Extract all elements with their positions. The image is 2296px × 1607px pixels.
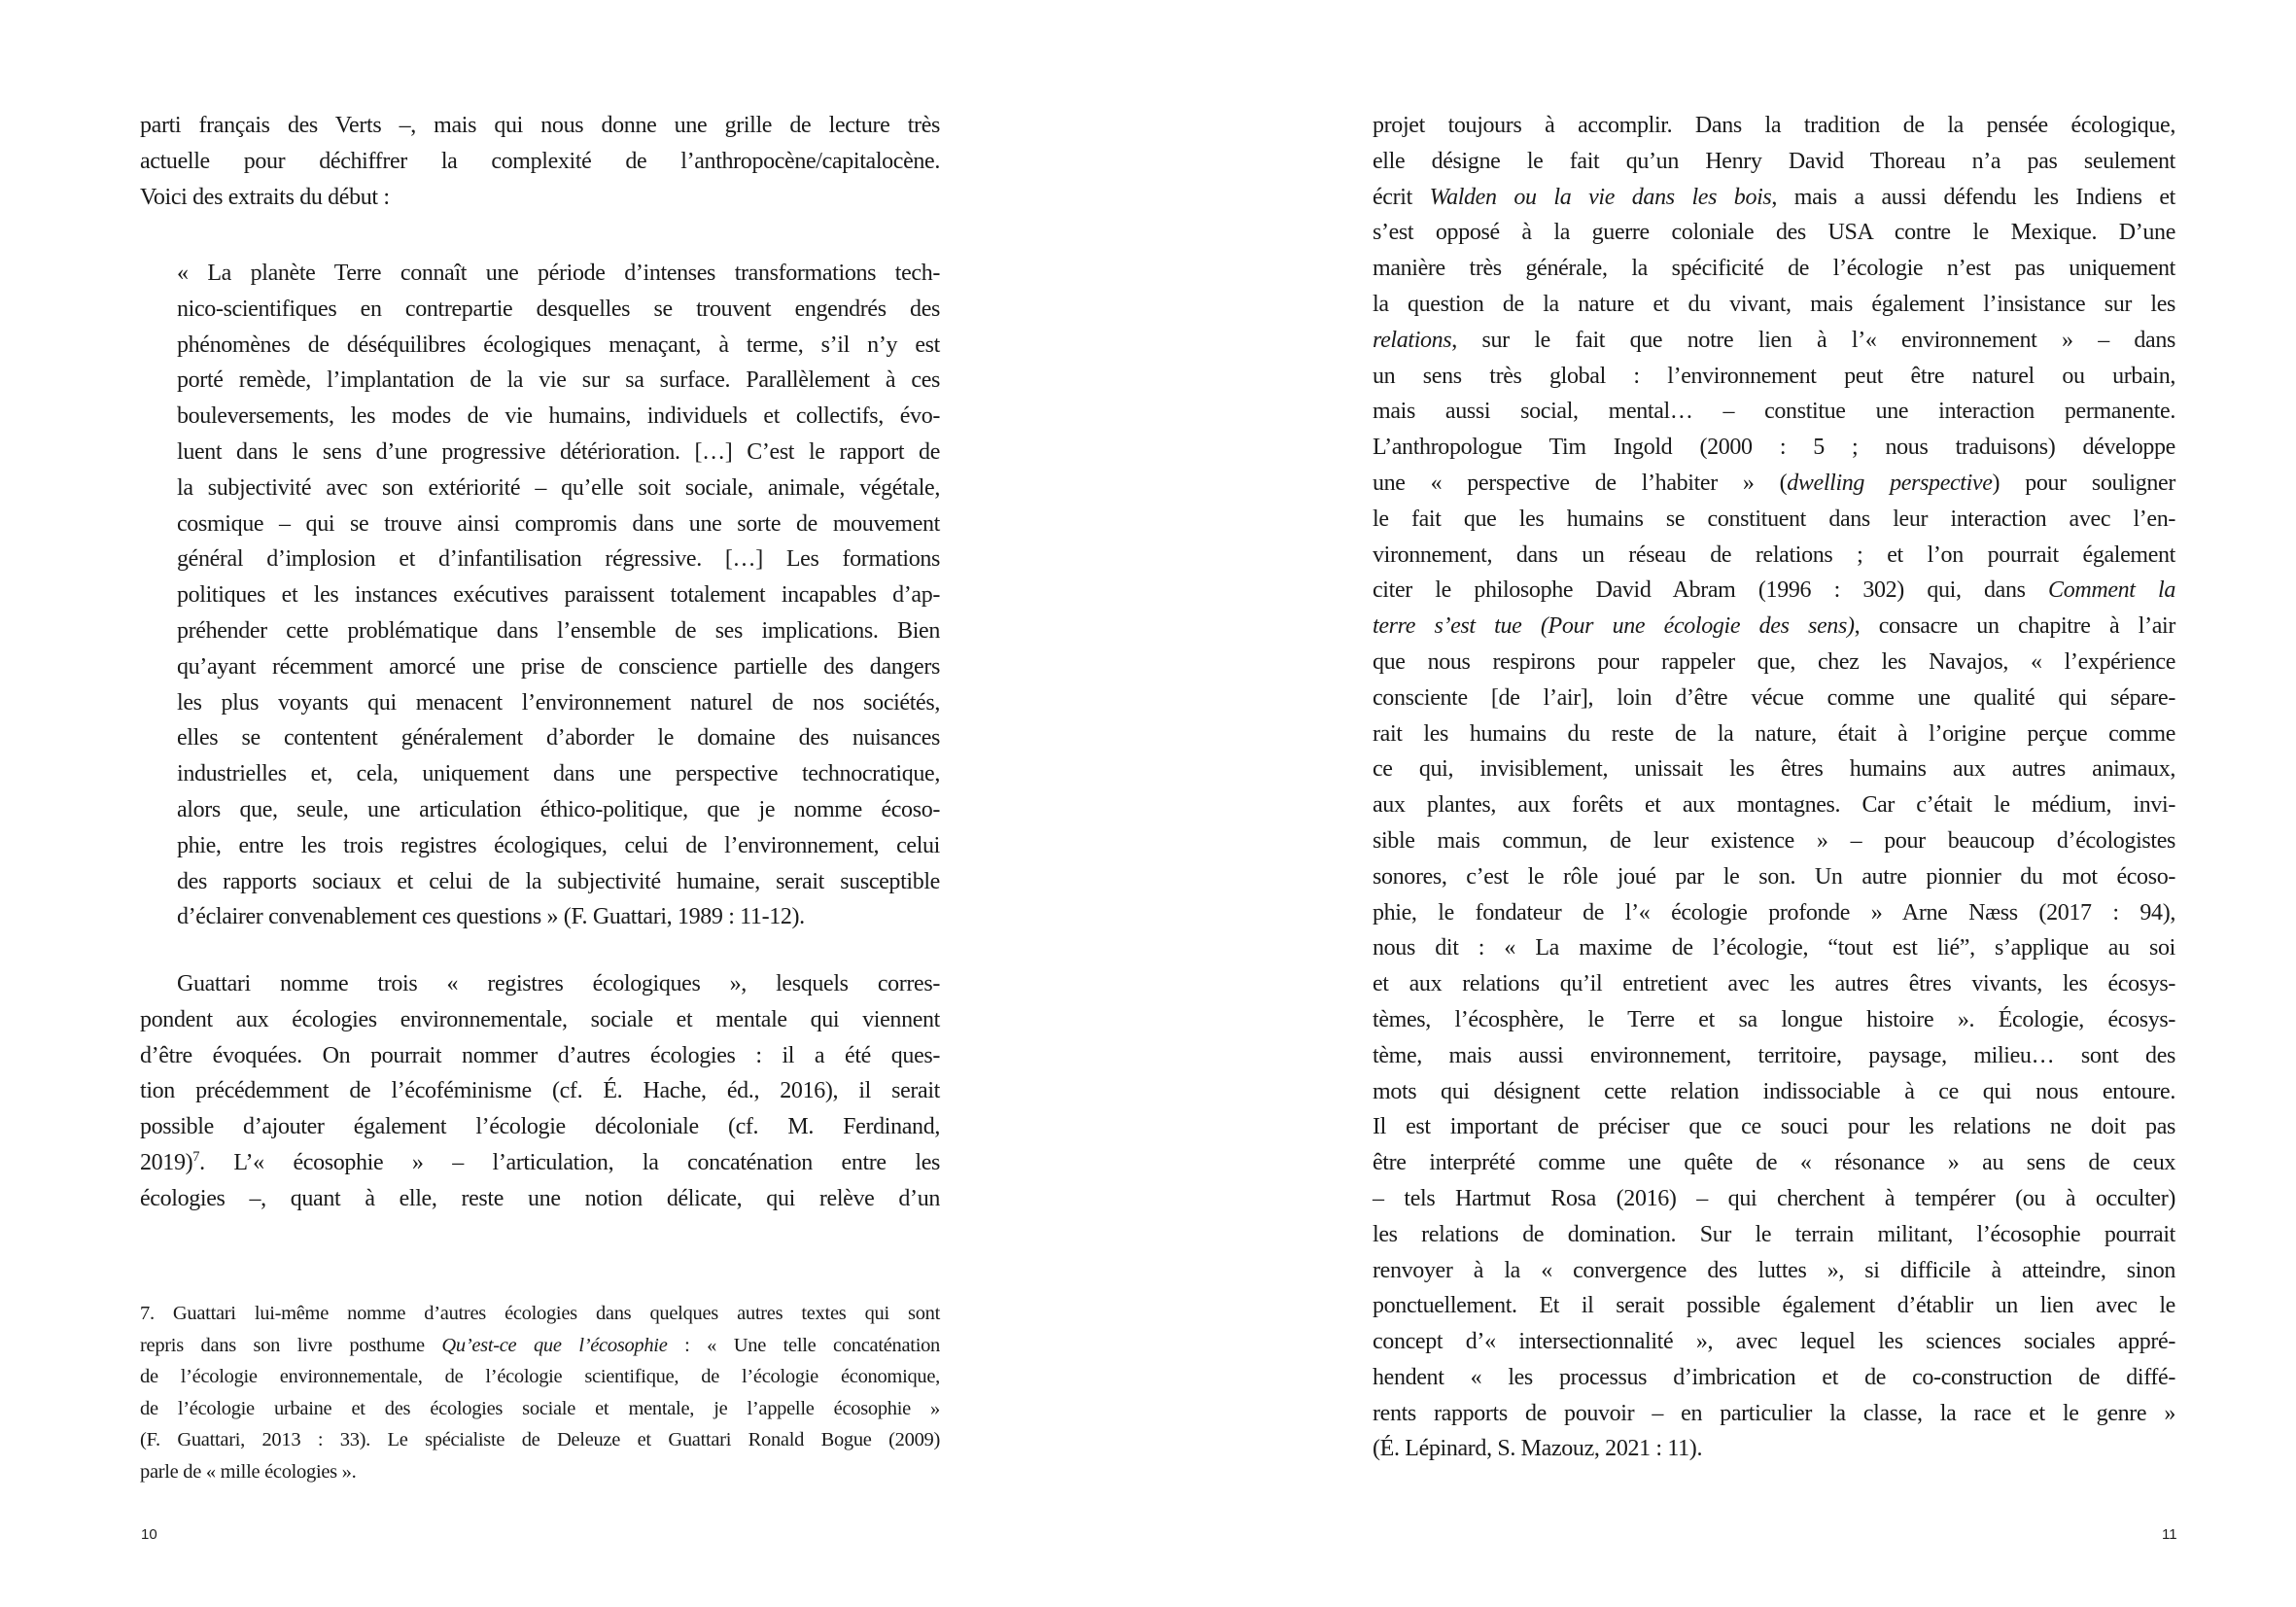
text-line bbox=[1373, 1074, 2175, 1110]
text-run: les plus voyants qui menacent l’environnement naturel de nos sociétés, bbox=[177, 689, 940, 716]
footnote-reference: 7 bbox=[192, 1148, 200, 1165]
text-run: des rapports sociaux et celui de la subjectivité humaine, serait susceptible bbox=[177, 868, 940, 894]
text-run: pondent aux écologies environnementale, sociale et mentale qui viennent bbox=[140, 1006, 940, 1032]
text-run: parle de « mille écologies ». bbox=[140, 1460, 357, 1483]
text-line bbox=[1373, 108, 2175, 144]
text-line bbox=[1373, 251, 2175, 287]
text-run: 2019) bbox=[140, 1149, 193, 1175]
text-run: renvoyer à la « convergence des luttes », si difficile à atteindre, sinon bbox=[1373, 1257, 2175, 1283]
text-line bbox=[1373, 466, 2175, 502]
text-run: , consacre un chapitre à l’air bbox=[1854, 613, 2175, 640]
text-run: alors que, seule, une articulation éthico-politique, que je nomme écoso- bbox=[177, 796, 940, 822]
text-run: Voici des extraits du début : bbox=[140, 184, 390, 210]
text-line bbox=[1373, 502, 2175, 538]
text-run: manière très générale, la spécificité de l’écologie n’est pas uniquement bbox=[1373, 256, 2175, 282]
text-line bbox=[1373, 394, 2175, 430]
text-run: , mais a aussi défendu les Indiens et bbox=[1771, 184, 2175, 210]
text-line bbox=[1373, 180, 2175, 216]
text-run: mots qui désignent cette relation indissociable à ce qui nous entoure. bbox=[1373, 1078, 2175, 1104]
text-run: porté remède, l’implantation de la vie sur sa surface. Parallèlement à ces bbox=[177, 367, 940, 394]
text-run: que nous respirons pour rappeler que, chez les Navajos, « l’expérience bbox=[1373, 648, 2175, 675]
text-line bbox=[1373, 859, 2175, 895]
text-run: tème, mais aussi environnement, territoire, paysage, milieu… sont des bbox=[1373, 1042, 2175, 1068]
text-line bbox=[140, 1038, 940, 1074]
text-line bbox=[1373, 930, 2175, 966]
text-run: et aux relations qu’il entretient avec les autres êtres vivants, les écosys- bbox=[1373, 971, 2175, 997]
text-run: de l’écologie urbaine et des écologies sociale et mentale, je l’appelle écosophie » bbox=[140, 1397, 940, 1419]
text-line bbox=[140, 1456, 940, 1488]
text-line bbox=[1373, 1288, 2175, 1324]
block-quote bbox=[177, 256, 940, 935]
text-run: sonores, c’est le rôle joué par le son. Un autre pionnier du mot écoso- bbox=[1373, 863, 2175, 890]
text-line bbox=[1373, 681, 2175, 716]
italic-text: Comment la bbox=[2048, 577, 2175, 604]
text-run: une « perspective de l’habiter » ( bbox=[1373, 470, 1788, 496]
text-line bbox=[140, 1145, 940, 1181]
text-line bbox=[1373, 1253, 2175, 1289]
text-line bbox=[177, 328, 940, 364]
text-line bbox=[140, 1002, 940, 1038]
text-line bbox=[140, 1330, 940, 1362]
text-line bbox=[177, 792, 940, 828]
italic-text: Walden ou la vie dans les bois bbox=[1429, 184, 1772, 210]
text-run: (F. Guattari, 2013 : 33). Le spécialiste de Deleuze et Guattari Ronald Bogue (2009) bbox=[140, 1429, 940, 1451]
text-run: nous dit : « La maxime de l’écologie, “tout est lié”, s’applique au soi bbox=[1373, 935, 2175, 961]
text-run: d’éclairer convenablement ces questions » (F. Guattari, 1989 : 11-12). bbox=[177, 904, 805, 930]
text-line bbox=[177, 256, 940, 292]
text-run: phénomènes de déséquilibres écologiques menaçant, à terme, s’il n’y est bbox=[177, 332, 940, 358]
right-page bbox=[1148, 0, 2296, 1607]
text-run: être interprété comme une quête de « résonance » au sens de ceux bbox=[1373, 1150, 2175, 1176]
text-run: s’est opposé à la guerre coloniale des USA contre le Mexique. D’une bbox=[1373, 220, 2175, 246]
text-run: repris dans son livre posthume bbox=[140, 1334, 442, 1356]
text-run: un sens très global : l’environnement peut être naturel ou urbain, bbox=[1373, 363, 2175, 389]
italic-text: dwelling perspective bbox=[1787, 470, 1993, 496]
text-line bbox=[1373, 787, 2175, 823]
text-run: rents rapports de pouvoir – en particulier la classe, la race et le genre » bbox=[1373, 1400, 2175, 1426]
text-line bbox=[1373, 359, 2175, 395]
text-run: le fait que les humains se constituent dans leur interaction avec l’en- bbox=[1373, 506, 2175, 532]
text-run: ponctuellement. Et il serait possible également d’établir un lien avec le bbox=[1373, 1293, 2175, 1319]
text-line bbox=[1373, 538, 2175, 574]
text-line bbox=[140, 1424, 940, 1456]
body-paragraph bbox=[140, 966, 940, 1217]
text-run: citer le philosophe David Abram (1996 : 302) qui, dans bbox=[1373, 577, 2049, 604]
page-number: 11 bbox=[2162, 1526, 2177, 1543]
text-line bbox=[1373, 1431, 2175, 1467]
text-run: politiques et les instances exécutives paraissent totalement incapables d’ap- bbox=[177, 582, 940, 609]
text-run: hendent « les processus d’imbrication et de co-construction de diffé- bbox=[1373, 1364, 2175, 1390]
text-run: (É. Lépinard, S. Mazouz, 2021 : 11). bbox=[1373, 1436, 1703, 1462]
text-line bbox=[1373, 1324, 2175, 1360]
text-run: , sur le fait que notre lien à l’« environnement » – dans bbox=[1451, 327, 2175, 353]
text-run: ) pour souligner bbox=[1992, 470, 2175, 496]
text-line bbox=[1373, 1360, 2175, 1396]
text-run: L’anthropologue Tim Ingold (2000 : 5 ; nous traduisons) développe bbox=[1373, 435, 2175, 461]
text-run: vironnement, dans un réseau de relations ; et l’on pourrait également bbox=[1373, 541, 2175, 568]
text-line bbox=[1373, 1396, 2175, 1432]
text-line bbox=[177, 577, 940, 613]
text-run: d’être évoquées. On pourrait nommer d’autres écologies : il a été ques- bbox=[140, 1042, 940, 1068]
text-line bbox=[140, 180, 940, 216]
text-line bbox=[140, 1298, 940, 1330]
footnote bbox=[140, 1298, 940, 1488]
text-run: nico-scientifiques en contrepartie desquelles se trouvent engendrés des bbox=[177, 296, 940, 322]
text-run: aux plantes, aux forêts et aux montagnes. Car c’était le médium, invi- bbox=[1373, 792, 2175, 819]
text-run: la subjectivité avec son extériorité – qu’elle soit sociale, animale, végétale, bbox=[177, 474, 940, 501]
text-run: industrielles et, cela, uniquement dans une perspective technocratique, bbox=[177, 761, 940, 787]
text-line bbox=[1373, 645, 2175, 681]
text-run: Guattari nomme trois « registres écologiques », lesquels corres- bbox=[177, 971, 940, 996]
text-run: général d’implosion et d’infantilisation régressive. […] Les formations bbox=[177, 546, 940, 573]
page-number: 10 bbox=[141, 1526, 157, 1543]
text-run: luent dans le sens d’une progressive détérioration. […] C’est le rapport de bbox=[177, 438, 940, 465]
text-line bbox=[140, 1073, 940, 1109]
text-run: projet toujours à accomplir. Dans la tradition de la pensée écologique, bbox=[1373, 113, 2175, 138]
text-run: 7. Guattari lui-même nomme d’autres écologies dans quelques autres textes qui sont bbox=[140, 1303, 940, 1324]
text-line bbox=[140, 1393, 940, 1425]
text-run: les relations de domination. Sur le terrain militant, l’écosophie pourrait bbox=[1373, 1221, 2175, 1247]
text-line bbox=[1373, 430, 2175, 466]
text-line bbox=[177, 471, 940, 507]
text-run: qu’ayant récemment amorcé une prise de conscience partielle des dangers bbox=[177, 653, 940, 680]
text-line bbox=[177, 399, 940, 435]
body-paragraph bbox=[1373, 108, 2175, 1467]
text-run: « La planète Terre connaît une période d’intenses transformations tech- bbox=[177, 261, 940, 286]
text-run: préhender cette problématique dans l’ensemble de ses implications. Bien bbox=[177, 617, 940, 644]
text-line bbox=[177, 541, 940, 577]
text-line bbox=[177, 363, 940, 399]
text-run: phie, entre les trois registres écologiques, celui de l’environnement, celui bbox=[177, 832, 940, 858]
text-run: cosmique – qui se trouve ainsi compromis dans une sorte de mouvement bbox=[177, 510, 940, 537]
text-line bbox=[1373, 573, 2175, 609]
text-line bbox=[1373, 323, 2175, 359]
text-line bbox=[1373, 215, 2175, 251]
text-line bbox=[177, 720, 940, 756]
text-run: mais aussi social, mental… – constitue une interaction permanente. bbox=[1373, 399, 2175, 425]
text-line bbox=[1373, 287, 2175, 323]
text-line bbox=[140, 1181, 940, 1217]
text-run: elles se contentent généralement d’aborder le domaine des nuisances bbox=[177, 725, 940, 751]
text-line bbox=[1373, 144, 2175, 180]
text-run: ce qui, invisiblement, unissait les êtres humains aux autres animaux, bbox=[1373, 756, 2175, 783]
text-line bbox=[177, 507, 940, 542]
text-line bbox=[140, 108, 940, 144]
text-run: écologies –, quant à elle, reste une notion délicate, qui relève d’un bbox=[140, 1185, 940, 1211]
text-line bbox=[1373, 1002, 2175, 1038]
text-line bbox=[1373, 751, 2175, 787]
text-run: – tels Hartmut Rosa (2016) – qui cherchent à tempérer (ou à occulter) bbox=[1373, 1185, 2175, 1211]
italic-text: relations bbox=[1373, 327, 1452, 353]
text-run: elle désigne le fait qu’un Henry David Thoreau n’a pas seulement bbox=[1373, 148, 2175, 174]
text-line bbox=[1373, 716, 2175, 752]
text-run: la question de la nature et du vivant, mais également l’insistance sur les bbox=[1373, 291, 2175, 317]
text-line bbox=[177, 292, 940, 328]
text-run: rait les humains du reste de la nature, était à l’origine perçue comme bbox=[1373, 720, 2175, 747]
text-line bbox=[177, 828, 940, 864]
text-run: parti français des Verts –, mais qui nous donne une grille de lecture très bbox=[140, 113, 940, 138]
text-line bbox=[177, 756, 940, 792]
text-line bbox=[1373, 609, 2175, 645]
text-run: . L’« écosophie » – l’articulation, la concaténation entre les bbox=[199, 1149, 940, 1175]
text-run: actuelle pour déchiffrer la complexité de l’anthropocène/capitalocène. bbox=[140, 148, 940, 174]
text-line bbox=[177, 864, 940, 900]
text-run: concept d’« intersectionnalité », avec lequel les sciences sociales appré- bbox=[1373, 1329, 2175, 1355]
text-line bbox=[140, 1109, 940, 1145]
text-line bbox=[177, 649, 940, 685]
text-line bbox=[177, 685, 940, 721]
text-line bbox=[177, 435, 940, 471]
text-line bbox=[1373, 966, 2175, 1002]
text-run: de l’écologie environnementale, de l’écologie scientifique, de l’écologie économique, bbox=[140, 1366, 940, 1388]
text-run: : « Une telle concaténation bbox=[667, 1334, 940, 1356]
text-line bbox=[1373, 1145, 2175, 1181]
text-run: bouleversements, les modes de vie humains, individuels et collectifs, évo- bbox=[177, 403, 940, 430]
intro-paragraph bbox=[140, 108, 940, 215]
text-line bbox=[1373, 1038, 2175, 1074]
text-run: consciente [de l’air], loin d’être vécue comme une qualité qui sépare- bbox=[1373, 684, 2175, 711]
text-line bbox=[1373, 895, 2175, 931]
italic-text: terre s’est tue (Pour une écologie des sens) bbox=[1373, 613, 1855, 640]
text-run: phie, le fondateur de l’« écologie profonde » Arne Næss (2017 : 94), bbox=[1373, 899, 2175, 926]
text-run: possible d’ajouter également l’écologie décoloniale (cf. M. Ferdinand, bbox=[140, 1114, 940, 1140]
italic-text: Qu’est-ce que l’écosophie bbox=[441, 1334, 668, 1356]
text-line bbox=[1373, 1181, 2175, 1217]
text-line bbox=[1373, 1217, 2175, 1253]
text-line bbox=[1373, 823, 2175, 859]
text-run: tèmes, l’écosphère, le Terre et sa longue histoire ». Écologie, écosys- bbox=[1373, 1006, 2175, 1032]
text-run: écrit bbox=[1373, 184, 1430, 210]
text-run: tion précédemment de l’écoféminisme (cf. É. Hache, éd., 2016), il serait bbox=[140, 1078, 940, 1104]
text-run: sible mais commun, de leur existence » – pour beaucoup d’écologistes bbox=[1373, 827, 2175, 854]
text-line bbox=[177, 613, 940, 649]
text-line bbox=[140, 1361, 940, 1393]
text-line bbox=[140, 966, 940, 1002]
text-line bbox=[1373, 1109, 2175, 1145]
text-line bbox=[177, 899, 940, 935]
text-line bbox=[140, 144, 940, 180]
text-run: Il est important de préciser que ce souci pour les relations ne doit pas bbox=[1373, 1114, 2175, 1140]
